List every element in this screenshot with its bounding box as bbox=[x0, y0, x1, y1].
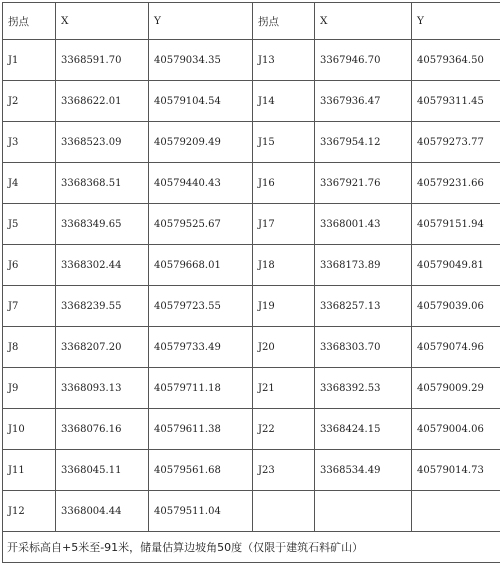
table-note-row bbox=[3, 532, 500, 563]
cell-point-left: J10 bbox=[3, 409, 56, 450]
cell-point-left: J5 bbox=[3, 204, 56, 245]
cell-x-left: 3368045.11 bbox=[56, 450, 149, 491]
cell-y-right: 40579273.77 bbox=[412, 122, 500, 163]
header-x-right: X bbox=[315, 3, 412, 40]
cell-point-left: J3 bbox=[3, 122, 56, 163]
header-y-right: Y bbox=[412, 3, 500, 40]
table-row bbox=[3, 204, 500, 245]
cell-point-right: J16 bbox=[253, 163, 315, 204]
header-point-right: 拐点 bbox=[253, 3, 315, 40]
cell-y-left: 40579440.43 bbox=[149, 163, 253, 204]
cell-x-right: 3368534.49 bbox=[315, 450, 412, 491]
cell-point-left: J9 bbox=[3, 368, 56, 409]
cell-x-right: 3367936.47 bbox=[315, 81, 412, 122]
cell-x-right: 3368303.70 bbox=[315, 327, 412, 368]
cell-point-right bbox=[253, 491, 315, 532]
cell-x-left: 3368622.01 bbox=[56, 81, 149, 122]
cell-y-left: 40579525.67 bbox=[149, 204, 253, 245]
cell-x-right: 3367954.12 bbox=[315, 122, 412, 163]
table-row bbox=[3, 40, 500, 81]
header-point-left: 拐点 bbox=[3, 3, 56, 40]
cell-y-left: 40579209.49 bbox=[149, 122, 253, 163]
table-row bbox=[3, 286, 500, 327]
cell-point-left: J2 bbox=[3, 81, 56, 122]
cell-x-left: 3368093.13 bbox=[56, 368, 149, 409]
cell-y-left: 40579611.38 bbox=[149, 409, 253, 450]
cell-y-right: 40579151.94 bbox=[412, 204, 500, 245]
cell-x-right bbox=[315, 491, 412, 532]
coordinate-table bbox=[2, 2, 500, 563]
cell-y-left: 40579711.18 bbox=[149, 368, 253, 409]
cell-x-right: 3368424.15 bbox=[315, 409, 412, 450]
cell-x-right: 3367946.70 bbox=[315, 40, 412, 81]
cell-point-right: J23 bbox=[253, 450, 315, 491]
cell-point-right: J18 bbox=[253, 245, 315, 286]
table-row bbox=[3, 122, 500, 163]
cell-x-left: 3368076.16 bbox=[56, 409, 149, 450]
cell-y-right: 40579311.45 bbox=[412, 81, 500, 122]
cell-y-left: 40579511.04 bbox=[149, 491, 253, 532]
cell-x-right: 3367921.76 bbox=[315, 163, 412, 204]
cell-point-left: J1 bbox=[3, 40, 56, 81]
cell-x-left: 3368368.51 bbox=[56, 163, 149, 204]
cell-x-right: 3368173.89 bbox=[315, 245, 412, 286]
cell-y-left: 40579723.55 bbox=[149, 286, 253, 327]
cell-point-right: J21 bbox=[253, 368, 315, 409]
cell-point-left: J8 bbox=[3, 327, 56, 368]
table-note: 开采标高自+5米至-91米，储量估算边坡角50度（仅限于建筑石料矿山） bbox=[3, 532, 500, 563]
table-row bbox=[3, 245, 500, 286]
cell-point-right: J22 bbox=[253, 409, 315, 450]
cell-y-left: 40579733.49 bbox=[149, 327, 253, 368]
cell-y-left: 40579668.01 bbox=[149, 245, 253, 286]
cell-y-right: 40579364.50 bbox=[412, 40, 500, 81]
cell-x-left: 3368591.70 bbox=[56, 40, 149, 81]
coordinate-table-container bbox=[2, 2, 500, 563]
table-row bbox=[3, 368, 500, 409]
cell-y-right: 40579231.66 bbox=[412, 163, 500, 204]
cell-y-right: 40579009.29 bbox=[412, 368, 500, 409]
header-y-left: Y bbox=[149, 3, 253, 40]
cell-y-right bbox=[412, 491, 500, 532]
cell-point-left: J6 bbox=[3, 245, 56, 286]
cell-x-left: 3368349.65 bbox=[56, 204, 149, 245]
cell-point-right: J20 bbox=[253, 327, 315, 368]
table-row bbox=[3, 327, 500, 368]
cell-x-left: 3368523.09 bbox=[56, 122, 149, 163]
table-row bbox=[3, 491, 500, 532]
cell-y-right: 40579014.73 bbox=[412, 450, 500, 491]
cell-x-left: 3368302.44 bbox=[56, 245, 149, 286]
cell-y-right: 40579074.96 bbox=[412, 327, 500, 368]
cell-y-right: 40579004.06 bbox=[412, 409, 500, 450]
cell-x-left: 3368004.44 bbox=[56, 491, 149, 532]
cell-x-right: 3368001.43 bbox=[315, 204, 412, 245]
cell-y-right: 40579039.06 bbox=[412, 286, 500, 327]
cell-point-right: J17 bbox=[253, 204, 315, 245]
table-row bbox=[3, 81, 500, 122]
cell-x-left: 3368239.55 bbox=[56, 286, 149, 327]
table-row bbox=[3, 163, 500, 204]
cell-point-right: J13 bbox=[253, 40, 315, 81]
table-row bbox=[3, 409, 500, 450]
cell-point-left: J7 bbox=[3, 286, 56, 327]
table-row bbox=[3, 450, 500, 491]
cell-y-left: 40579034.35 bbox=[149, 40, 253, 81]
cell-point-left: J11 bbox=[3, 450, 56, 491]
cell-x-right: 3368257.13 bbox=[315, 286, 412, 327]
table-header-row bbox=[3, 3, 500, 40]
cell-point-right: J15 bbox=[253, 122, 315, 163]
cell-point-left: J4 bbox=[3, 163, 56, 204]
cell-x-left: 3368207.20 bbox=[56, 327, 149, 368]
cell-point-left: J12 bbox=[3, 491, 56, 532]
cell-y-right: 40579049.81 bbox=[412, 245, 500, 286]
cell-point-right: J19 bbox=[253, 286, 315, 327]
header-x-left: X bbox=[56, 3, 149, 40]
cell-y-left: 40579561.68 bbox=[149, 450, 253, 491]
cell-point-right: J14 bbox=[253, 81, 315, 122]
cell-y-left: 40579104.54 bbox=[149, 81, 253, 122]
cell-x-right: 3368392.53 bbox=[315, 368, 412, 409]
